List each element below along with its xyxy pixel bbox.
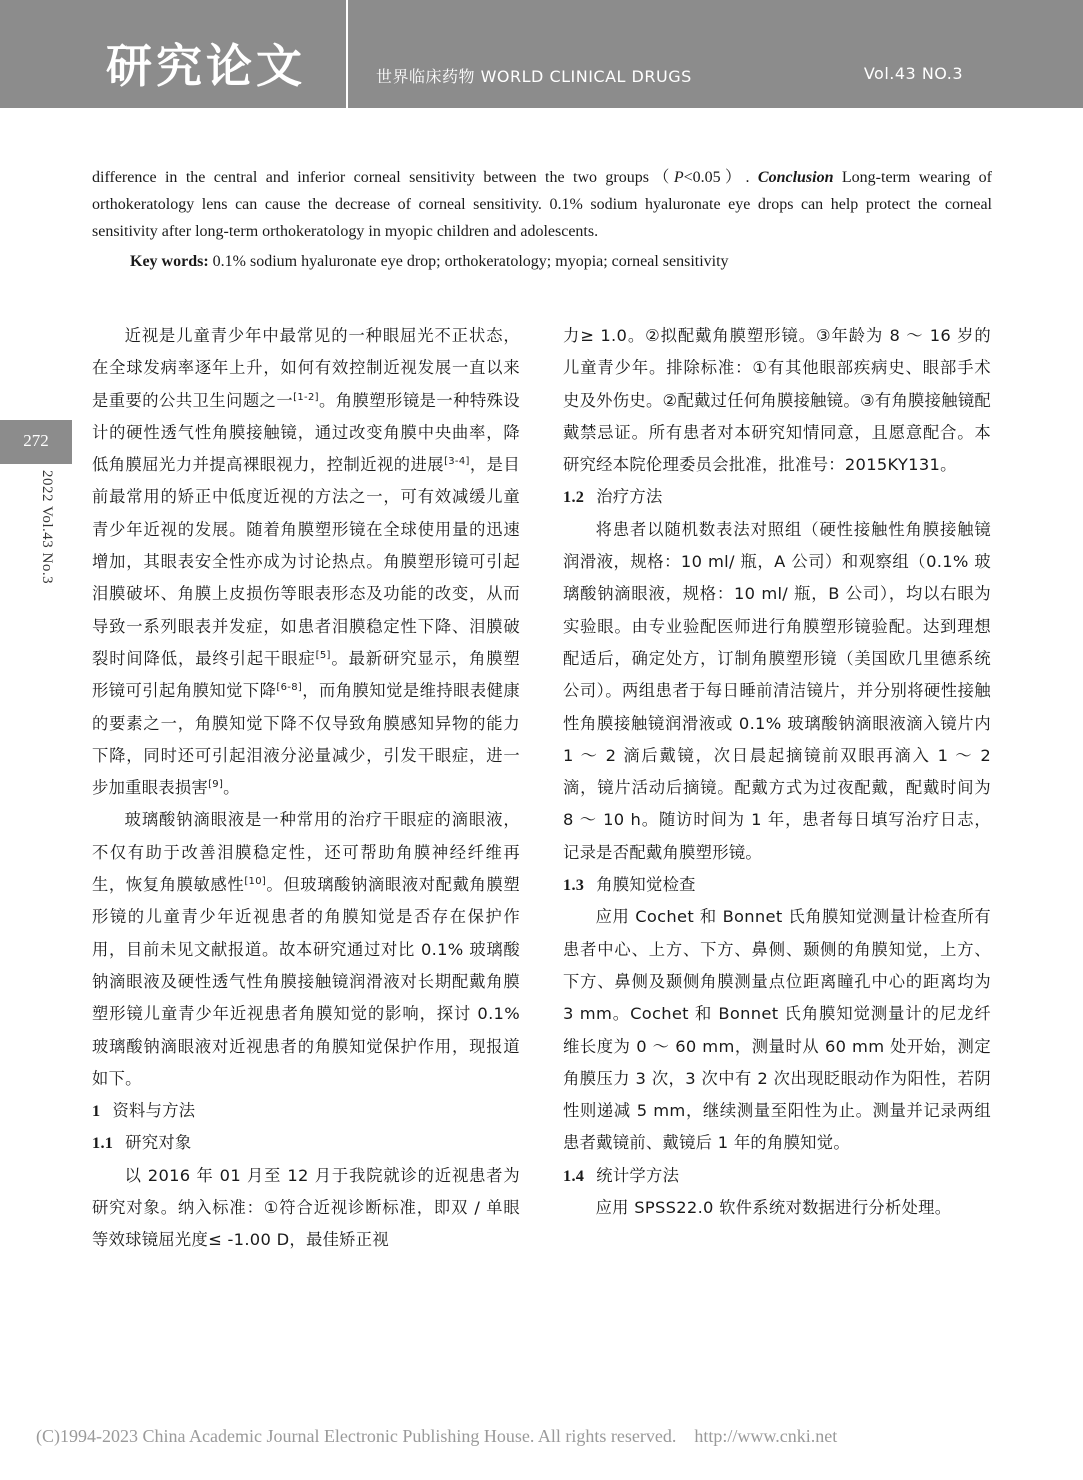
heading-number: 1.1 bbox=[92, 1133, 114, 1153]
citation: [6-8] bbox=[276, 682, 303, 694]
body-paragraph: 将患者以随机数表法对照组（硬性接触性角膜接触镜润滑液，规格：10 ml/ 瓶，A 公司）和观察组（0.1% 玻璃酸钠滴眼液，规格：10 ml/ 瓶，B 公司），均以右眼为实验眼。由专业验配医师进行角膜塑形镜验配。达到理想配适后，确定处方，订制角膜塑形镜（美国欧几里德系统公司）。两组患者于每日睡前清洁镜片，并分别将硬性接触性角膜接触镜润滑液或 0.1% 玻璃酸钠滴眼液滴入镜片内 1 ～ 2 滴后戴镜，次日晨起摘镜前双眼再滴入 1 ～ 2 滴，镜片活动后摘镜。配戴方式为过夜配戴，配戴时间为 8 ～ 10 h。随访时间为 1 年，患者每日填写治疗日志，记录是否配戴角膜塑形镜。 bbox=[563, 519, 991, 862]
citation: [9] bbox=[208, 779, 224, 791]
page-number: 272 bbox=[23, 431, 49, 450]
keywords-line bbox=[92, 248, 992, 275]
header-divider bbox=[346, 0, 348, 108]
body-paragraph: 应用 SPSS22.0 软件系统对数据进行分析处理。 bbox=[595, 1198, 952, 1218]
section-heading bbox=[92, 1095, 520, 1127]
body-paragraph: 以 2016 年 01 月至 12 月于我院就诊的近视患者为研究对象。纳入标准：①符合近视诊断标准，即双 / 单眼等效球镜屈光度≤ -1.00 D，最佳矫正视 bbox=[92, 1165, 520, 1250]
body-paragraph: 力≥ 1.0。②拟配戴角膜塑形镜。③年龄为 8 ～ 16 岁的儿童青少年。排除标准：①有其他眼部疾病史、眼部手术史及外伤史。②配戴过任何角膜接触镜。③有角膜接触镜配戴禁忌证。所有患者对本研究知情同意，且愿意配合。本研究经本院伦理委员会批准，批准号：2015KY131。 bbox=[563, 326, 991, 475]
right-column bbox=[563, 320, 991, 1224]
heading-number: 1.4 bbox=[563, 1165, 585, 1185]
heading-number: 1.2 bbox=[563, 487, 585, 507]
keywords-text: 0.1% sodium hyaluronate eye drop; orthokeratology; myopia; corneal sensitivity bbox=[208, 253, 729, 270]
body-text: ，是目前最常用的矫正中低度近视的方法之一，可有效减缓儿童青少年近视的发展。随着角膜塑形镜在全球使用量的迅速增加，其眼表安全性亦成为讨论热点。角膜塑形镜可引起泪膜破坏、角膜上皮损伤等眼表形态及功能的改变，从而导致一系列眼表并发症，如患者泪膜稳定性下降、泪膜破裂时间降低，最终引起干眼症 bbox=[92, 455, 520, 668]
citation: [5] bbox=[315, 649, 331, 661]
body-text: 。 bbox=[223, 778, 240, 798]
body-paragraph bbox=[92, 804, 520, 1095]
abstract-paragraph bbox=[92, 164, 992, 245]
heading-text: 角膜知觉检查 bbox=[596, 875, 696, 895]
heading-text: 统计学方法 bbox=[596, 1165, 680, 1185]
abstract-text: <0.05）. bbox=[683, 169, 758, 186]
subsection-heading bbox=[563, 481, 991, 513]
section-title: 研究论文 bbox=[106, 39, 306, 93]
body-text: ，而角膜知觉是维持眼表健康的要素之一，角膜知觉下降不仅导致角膜感知异物的能力下降，同时还可引起泪液分泌量减少，引发干眼症，进一步加重眼表损害 bbox=[92, 681, 520, 798]
footer-url[interactable]: http://www.cnki.net bbox=[694, 1426, 838, 1446]
subsection-heading bbox=[563, 1160, 991, 1192]
keywords-label: Key words: bbox=[130, 253, 209, 270]
issue-label: 2022 Vol.43 No.3 bbox=[39, 470, 55, 585]
body-text: 玻璃酸钠滴眼液是一种常用的治疗干眼症的滴眼液，不仅有助于改善泪膜稳定性，还可帮助角膜神经纤维再生，恢复角膜敏感性 bbox=[92, 810, 520, 895]
body-paragraph bbox=[92, 320, 520, 804]
conclusion-label: Conclusion bbox=[757, 169, 834, 186]
footer bbox=[36, 1426, 837, 1447]
body-text: 。角膜塑形镜是一种特殊设计的硬性透气性角膜接触镜，通过改变角膜中央曲率，降低角膜屈光力并提高裸眼视力，控制近视的进展 bbox=[92, 390, 520, 475]
abstract-block bbox=[92, 164, 992, 275]
subsection-heading bbox=[92, 1127, 520, 1159]
heading-text: 资料与方法 bbox=[112, 1101, 196, 1121]
body-paragraph: 应用 Cochet 和 Bonnet 氏角膜知觉测量计检查所有患者中心、上方、下方、鼻侧、颞侧的角膜知觉，上方、下方、鼻侧及颞侧角膜测量点位距离瞳孔中心的距离均为 3 mm。Cochet 和 Bonnet 氏角膜知觉测量计的尼龙纤维长度为 0 ～ 60 mm，测量时从 60 mm 处开始，测定角膜压力 3 次，3 次中有 2 次出现眨眼动作为阳性，若阴性则递减 5 mm，继续测量至阳性为止。测量并记录两组患者戴镜前、戴镜后 1 年的角膜知觉。 bbox=[563, 907, 991, 1153]
body-text: 。但玻璃酸钠滴眼液对配戴角膜塑形镜的儿童青少年近视患者的角膜知觉是否存在保护作用，目前未见文献报道。故本研究通过对比 0.1% 玻璃酸钠滴眼液及硬性透气性角膜接触镜润滑液对长期配戴角膜塑形镜儿童青少年近视患者角膜知觉的影响，探讨 0.1% 玻璃酸钠滴眼液对近视患者的角膜知觉保护作用，现报道如下。 bbox=[92, 875, 520, 1088]
abstract-text: difference in the central and inferior corneal sensitivity between the two groups（ bbox=[92, 169, 674, 186]
p-symbol: P bbox=[673, 169, 684, 186]
heading-number: 1.3 bbox=[563, 875, 585, 895]
left-column bbox=[92, 320, 520, 1257]
body-text: 。最新研究显示，角膜塑形镜可引起角膜知觉下降 bbox=[92, 648, 520, 701]
heading-text: 治疗方法 bbox=[596, 487, 663, 507]
conclusion-text: Long-term wearing of orthokeratology lens can cause the decrease of corneal sensitivity. 0.1% sodium hyaluronate eye drops can help protect the corneal sensitivity after long-term orthokeratology in myopic children and adolescents. bbox=[92, 169, 993, 240]
journal-name: 世界临床药物 WORLD CLINICAL DRUGS bbox=[376, 67, 692, 86]
heading-text: 研究对象 bbox=[125, 1133, 192, 1153]
journal-volume: Vol.43 NO.3 bbox=[863, 64, 963, 83]
heading-number: 1 bbox=[92, 1101, 101, 1121]
citation: [10] bbox=[244, 876, 267, 888]
citation: [3-4] bbox=[444, 456, 470, 468]
body-text: 近视是儿童青少年中最常见的一种眼屈光不正状态，在全球发病率逐年上升，如何有效控制近视发展一直以来是重要的公共卫生问题之一 bbox=[92, 326, 520, 410]
subsection-heading bbox=[563, 869, 991, 901]
citation: [1-2] bbox=[293, 391, 319, 403]
footer-copyright: (C)1994-2023 China Academic Journal Electronic Publishing House. All rights reserved. bbox=[36, 1426, 677, 1446]
